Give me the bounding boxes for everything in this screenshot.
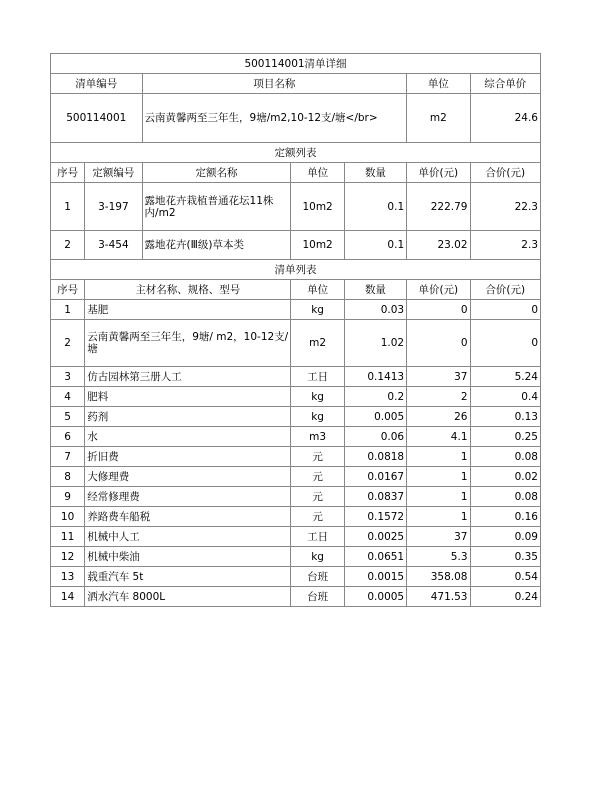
material-seq: 5 [51,407,85,427]
material-seq: 7 [51,447,85,467]
material-price: 1 [407,487,470,507]
material-price: 1 [407,467,470,487]
material-unit: m3 [291,427,344,447]
quota-section-title: 定额列表 [51,143,541,163]
table-row [51,231,541,260]
material-price: 26 [407,407,470,427]
material-total: 0.54 [470,567,541,587]
material-seq: 14 [51,587,85,607]
material-total: 0.35 [470,547,541,567]
material-qty: 0.1572 [344,507,406,527]
material-name: 基肥 [85,300,291,320]
material-header-row [51,280,541,300]
material-name: 经常修理费 [85,487,291,507]
bill-unit: m2 [407,94,470,143]
material-price: 1 [407,447,470,467]
material-seq: 8 [51,467,85,487]
material-qty: 0.0015 [344,567,406,587]
material-qty: 0.0005 [344,587,406,607]
material-total: 0 [470,320,541,367]
table-row [51,387,541,407]
material-unit: kg [291,300,344,320]
table-row [51,467,541,487]
quota-name: 露地花卉栽植普通花坛11株内/m2 [142,183,291,231]
material-unit: m2 [291,320,344,367]
material-price: 0 [407,300,470,320]
material-price: 2 [407,387,470,407]
quota-qty: 0.1 [344,231,406,260]
material-total: 0 [470,300,541,320]
material-name: 仿古园林第三册人工 [85,367,291,387]
material-qty: 1.02 [344,320,406,367]
material-price: 5.3 [407,547,470,567]
material-seq: 4 [51,387,85,407]
table-row [51,300,541,320]
material-total-header: 合价(元) [470,280,541,300]
bill-unit-header: 单位 [407,74,470,94]
quota-total: 22.3 [470,183,541,231]
material-seq: 10 [51,507,85,527]
material-unit-header: 单位 [291,280,344,300]
material-seq: 11 [51,527,85,547]
bill-code-header: 清单编号 [51,74,143,94]
quota-price: 222.79 [407,183,470,231]
bill-header-row [51,74,541,94]
material-seq: 1 [51,300,85,320]
material-qty: 0.0025 [344,527,406,547]
material-price: 37 [407,527,470,547]
table-row [51,587,541,607]
table-title: 500114001清单详细 [51,54,541,74]
material-name: 载重汽车 5t [85,567,291,587]
table-row [51,567,541,587]
material-price: 358.08 [407,567,470,587]
material-unit: 元 [291,487,344,507]
bill-price: 24.6 [470,94,541,143]
quota-header-row [51,163,541,183]
material-qty: 0.03 [344,300,406,320]
bill-detail-table [50,53,541,607]
material-name: 大修理费 [85,467,291,487]
material-seq: 13 [51,567,85,587]
material-total: 0.08 [470,447,541,467]
bill-name: 云南黄馨两至三年生，9塘/m2,10-12支/塘</br> [142,94,407,143]
bill-name-header: 项目名称 [142,74,407,94]
quota-unit: 10m2 [291,183,344,231]
material-qty: 0.005 [344,407,406,427]
quota-total-header: 合价(元) [470,163,541,183]
table-row [51,320,541,367]
material-total: 0.24 [470,587,541,607]
material-name: 药剂 [85,407,291,427]
table-row [51,183,541,231]
material-price-header: 单价(元) [407,280,470,300]
material-seq: 9 [51,487,85,507]
material-price: 1 [407,507,470,527]
quota-code: 3-197 [85,183,142,231]
quota-unit: 10m2 [291,231,344,260]
table-row [51,447,541,467]
material-seq-header: 序号 [51,280,85,300]
table-row [51,427,541,447]
material-unit: 台班 [291,587,344,607]
bill-row [51,94,541,143]
quota-code: 3-454 [85,231,142,260]
material-name-header: 主材名称、规格、型号 [85,280,291,300]
material-seq: 3 [51,367,85,387]
material-total: 0.02 [470,467,541,487]
material-qty: 0.0167 [344,467,406,487]
material-seq: 12 [51,547,85,567]
material-qty: 0.0651 [344,547,406,567]
material-qty-header: 数量 [344,280,406,300]
material-seq: 6 [51,427,85,447]
material-total: 0.16 [470,507,541,527]
table-row [51,487,541,507]
material-unit: kg [291,407,344,427]
material-price: 0 [407,320,470,367]
material-name: 水 [85,427,291,447]
bill-code: 500114001 [51,94,143,143]
material-unit: 元 [291,507,344,527]
material-name: 洒水汽车 8000L [85,587,291,607]
material-seq: 2 [51,320,85,367]
material-name: 折旧费 [85,447,291,467]
material-qty: 0.1413 [344,367,406,387]
quota-unit-header: 单位 [291,163,344,183]
material-name: 云南黄馨两至三年生，9塘/ m2，10-12支/塘 [85,320,291,367]
quota-section-row [51,143,541,163]
material-total: 5.24 [470,367,541,387]
material-unit: kg [291,547,344,567]
material-unit: 元 [291,447,344,467]
material-qty: 0.06 [344,427,406,447]
quota-seq-header: 序号 [51,163,85,183]
table-row [51,547,541,567]
material-name: 肥料 [85,387,291,407]
material-price: 4.1 [407,427,470,447]
material-section-row [51,260,541,280]
material-unit: 台班 [291,567,344,587]
quota-qty-header: 数量 [344,163,406,183]
material-section-title: 清单列表 [51,260,541,280]
table-row [51,407,541,427]
bill-price-header: 综合单价 [470,74,541,94]
quota-name-header: 定额名称 [142,163,291,183]
material-qty: 0.0818 [344,447,406,467]
material-qty: 0.2 [344,387,406,407]
material-price: 37 [407,367,470,387]
table-row [51,507,541,527]
table-row [51,527,541,547]
material-unit: 元 [291,467,344,487]
material-qty: 0.0837 [344,487,406,507]
quota-price: 23.02 [407,231,470,260]
table-row [51,367,541,387]
material-name: 养路费车船税 [85,507,291,527]
quota-total: 2.3 [470,231,541,260]
material-unit: 工日 [291,367,344,387]
quota-seq: 1 [51,183,85,231]
quota-qty: 0.1 [344,183,406,231]
quota-seq: 2 [51,231,85,260]
material-price: 471.53 [407,587,470,607]
quota-name: 露地花卉(Ⅲ级)草本类 [142,231,291,260]
material-name: 机械中人工 [85,527,291,547]
material-total: 0.09 [470,527,541,547]
material-total: 0.08 [470,487,541,507]
material-total: 0.4 [470,387,541,407]
material-total: 0.25 [470,427,541,447]
material-name: 机械中柴油 [85,547,291,567]
quota-code-header: 定额编号 [85,163,142,183]
material-unit: 工日 [291,527,344,547]
title-row [51,54,541,74]
material-total: 0.13 [470,407,541,427]
quota-price-header: 单价(元) [407,163,470,183]
material-unit: kg [291,387,344,407]
